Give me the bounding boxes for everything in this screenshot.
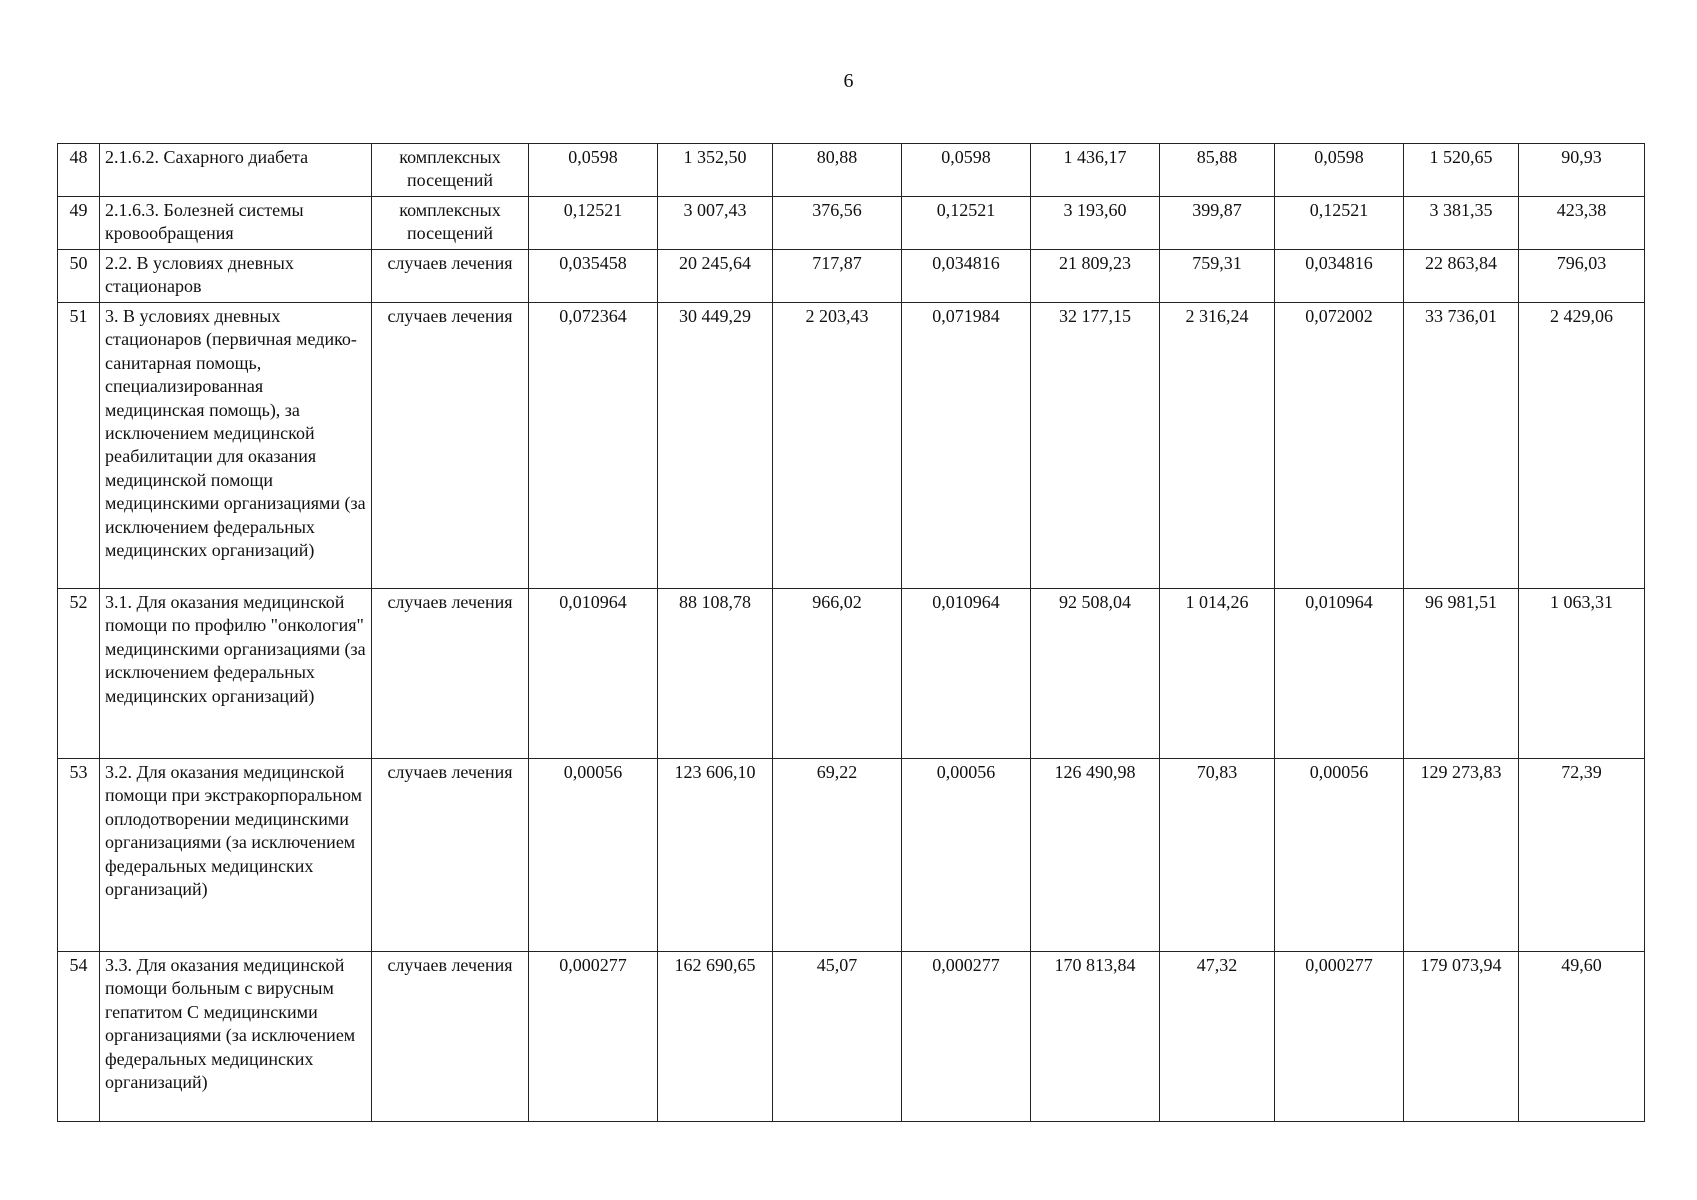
value-cell: 0,035458 (529, 250, 658, 303)
value-cell: 0,010964 (1275, 589, 1404, 759)
row-name: 3.1. Для оказания медицинской помощи по профилю "онкология" медицинскими организациями (за исключением федеральных медицинских организаций) (100, 589, 372, 759)
value-cell: 32 177,15 (1031, 303, 1160, 589)
table-row (58, 197, 1645, 250)
row-unit: комплексных посещений (372, 144, 529, 197)
value-cell: 179 073,94 (1404, 952, 1519, 1122)
row-number: 51 (58, 303, 100, 589)
value-cell: 1 436,17 (1031, 144, 1160, 197)
value-cell: 45,07 (773, 952, 902, 1122)
value-cell: 0,072002 (1275, 303, 1404, 589)
value-cell: 2 316,24 (1160, 303, 1275, 589)
value-cell: 96 981,51 (1404, 589, 1519, 759)
page-number: 6 (843, 70, 854, 92)
value-cell: 92 508,04 (1031, 589, 1160, 759)
value-cell: 3 381,35 (1404, 197, 1519, 250)
row-name: 2.2. В условиях дневных стационаров (100, 250, 372, 303)
value-cell: 49,60 (1519, 952, 1645, 1122)
value-cell: 796,03 (1519, 250, 1645, 303)
row-name: 2.1.6.3. Болезней системы кровообращения (100, 197, 372, 250)
value-cell: 70,83 (1160, 759, 1275, 952)
value-cell: 0,000277 (902, 952, 1031, 1122)
value-cell: 0,0598 (902, 144, 1031, 197)
value-cell: 20 245,64 (658, 250, 773, 303)
value-cell: 170 813,84 (1031, 952, 1160, 1122)
value-cell: 759,31 (1160, 250, 1275, 303)
row-number: 54 (58, 952, 100, 1122)
table-row (58, 144, 1645, 197)
value-cell: 72,39 (1519, 759, 1645, 952)
value-cell: 1 520,65 (1404, 144, 1519, 197)
row-name: 3. В условиях дневных стационаров (первичная медико-санитарная помощь, специализированная медицинская помощь), за исключением медицинской реабилитации для оказания медицинской помощи медицинскими организациями (за исключением федеральных медицинских организаций) (100, 303, 372, 589)
row-unit: комплексных посещений (372, 197, 529, 250)
row-name: 3.2. Для оказания медицинской помощи при экстракорпоральном оплодотворении медицинскими организациями (за исключением федеральных медицинских организаций) (100, 759, 372, 952)
value-cell: 126 490,98 (1031, 759, 1160, 952)
value-cell: 162 690,65 (658, 952, 773, 1122)
row-number: 53 (58, 759, 100, 952)
value-cell: 0,12521 (902, 197, 1031, 250)
value-cell: 0,034816 (902, 250, 1031, 303)
value-cell: 88 108,78 (658, 589, 773, 759)
row-number: 48 (58, 144, 100, 197)
value-cell: 30 449,29 (658, 303, 773, 589)
table-row (58, 759, 1645, 952)
table-row (58, 250, 1645, 303)
value-cell: 2 429,06 (1519, 303, 1645, 589)
row-unit: случаев лечения (372, 952, 529, 1122)
value-cell: 21 809,23 (1031, 250, 1160, 303)
value-cell: 0,12521 (1275, 197, 1404, 250)
value-cell: 423,38 (1519, 197, 1645, 250)
value-cell: 0,00056 (1275, 759, 1404, 952)
row-number: 52 (58, 589, 100, 759)
value-cell: 3 007,43 (658, 197, 773, 250)
value-cell: 69,22 (773, 759, 902, 952)
value-cell: 399,87 (1160, 197, 1275, 250)
value-cell: 717,87 (773, 250, 902, 303)
table-row (58, 589, 1645, 759)
value-cell: 966,02 (773, 589, 902, 759)
value-cell: 33 736,01 (1404, 303, 1519, 589)
value-cell: 0,00056 (902, 759, 1031, 952)
row-unit: случаев лечения (372, 759, 529, 952)
value-cell: 22 863,84 (1404, 250, 1519, 303)
row-number: 50 (58, 250, 100, 303)
row-name: 2.1.6.2. Сахарного диабета (100, 144, 372, 197)
row-number: 49 (58, 197, 100, 250)
value-cell: 376,56 (773, 197, 902, 250)
value-cell: 90,93 (1519, 144, 1645, 197)
value-cell: 1 014,26 (1160, 589, 1275, 759)
value-cell: 3 193,60 (1031, 197, 1160, 250)
value-cell: 0,0598 (529, 144, 658, 197)
value-cell: 0,010964 (902, 589, 1031, 759)
value-cell: 85,88 (1160, 144, 1275, 197)
row-name: 3.3. Для оказания медицинской помощи больным с вирусным гепатитом С медицинскими организациями (за исключением федеральных медицинских организаций) (100, 952, 372, 1122)
value-cell: 0,034816 (1275, 250, 1404, 303)
value-cell: 47,32 (1160, 952, 1275, 1122)
row-unit: случаев лечения (372, 303, 529, 589)
value-cell: 0,12521 (529, 197, 658, 250)
medical-care-standards-table (57, 143, 1645, 1122)
value-cell: 1 352,50 (658, 144, 773, 197)
value-cell: 0,000277 (1275, 952, 1404, 1122)
value-cell: 80,88 (773, 144, 902, 197)
value-cell: 0,000277 (529, 952, 658, 1122)
value-cell: 0,071984 (902, 303, 1031, 589)
value-cell: 0,0598 (1275, 144, 1404, 197)
table-row (58, 952, 1645, 1122)
row-unit: случаев лечения (372, 250, 529, 303)
value-cell: 123 606,10 (658, 759, 773, 952)
row-unit: случаев лечения (372, 589, 529, 759)
value-cell: 0,072364 (529, 303, 658, 589)
table-row (58, 303, 1645, 589)
value-cell: 129 273,83 (1404, 759, 1519, 952)
value-cell: 0,010964 (529, 589, 658, 759)
value-cell: 2 203,43 (773, 303, 902, 589)
value-cell: 1 063,31 (1519, 589, 1645, 759)
value-cell: 0,00056 (529, 759, 658, 952)
